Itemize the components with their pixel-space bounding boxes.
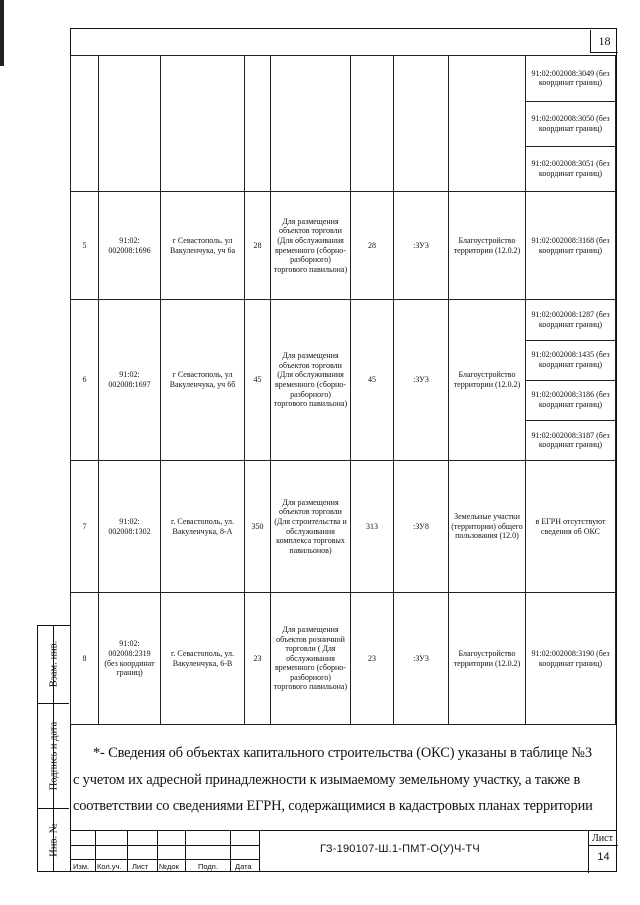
related-oks-entry: 91:02:002008:3187 (без координат границ) xyxy=(531,430,610,450)
table-row-continuation xyxy=(71,56,616,192)
row-number: 7 xyxy=(71,461,99,593)
address: г. Севастополь, ул. Вакуленчука, 8-А xyxy=(161,461,245,593)
plot-designation: :ЗУ3 xyxy=(394,192,449,300)
related-oks: 91:02:002008:3190 (без координат границ) xyxy=(526,593,616,725)
permitted-use: Для размещения объектов розничной торговли ( Для обслуживания временного (сборно-разборного) торгового павильона) xyxy=(271,593,351,725)
cadastral-number: 91:02: 002008:1696 xyxy=(99,192,161,300)
related-oks: 91:02:002008:3168 (без координат границ) xyxy=(526,192,616,300)
sheet-number: 14 xyxy=(597,851,610,863)
document-code: ГЗ-190107-Ш.1-ПМТ-О(У)Ч-ТЧ xyxy=(320,843,480,855)
related-oks: в ЕГРН отсутствуют сведения об ОКС xyxy=(526,461,616,593)
table-row xyxy=(71,461,616,593)
sheet-box xyxy=(588,831,618,873)
use-type: Благоустройство территории (12.0.2) xyxy=(449,192,526,300)
col-list: Лист xyxy=(132,862,149,871)
plot-designation: :ЗУ3 xyxy=(394,300,449,461)
cadastral-number: 91:02: 002008:2319 (без координат границ) xyxy=(99,593,161,725)
table-row xyxy=(71,192,616,300)
sheet-label: Лист xyxy=(592,833,613,844)
related-oks-entry: 91:02:002008:3051 (без координат границ) xyxy=(531,159,610,178)
label-signature-date: Подпись и дата xyxy=(48,721,60,791)
footnote-line: с учетом их адресной принадлежности к изымаемому земельному участку, а также в xyxy=(73,772,581,788)
related-oks-cell xyxy=(526,56,616,192)
plot-designation: :ЗУ8 xyxy=(394,461,449,593)
area-withdrawn: 28 xyxy=(351,192,394,300)
related-oks-entry: 91:02:002008:1435 (без координат границ) xyxy=(526,340,615,380)
permitted-use: Для размещения объектов торговли (Для обслуживания временного (сборно-разборного) торгового павильона) xyxy=(271,300,351,461)
row-number: 5 xyxy=(71,192,99,300)
row-number: 8 xyxy=(71,593,99,725)
title-block xyxy=(70,830,617,872)
permitted-use: Для размещения объектов торговли (Для строительства и обслуживания комплекса торговых павильонов) xyxy=(271,461,351,593)
use-type: Благоустройство территории (12.0.2) xyxy=(449,300,526,461)
col-ndok: №док xyxy=(159,862,179,871)
area-withdrawn: 313 xyxy=(351,461,394,593)
footnote-line: *- Сведения об объектах капитального строительства (ОКС) указаны в таблице №3 xyxy=(93,745,592,761)
col-data: Дата xyxy=(235,862,252,871)
use-type: Земельные участки (территории) общего пользования (12.0) xyxy=(449,461,526,593)
use-type: Благоустройство территории (12.0.2) xyxy=(449,593,526,725)
approval-side-strip xyxy=(37,625,70,872)
permitted-use: Для размещения объектов торговли (Для обслуживания временного (сборно-разборного) торгового павильона) xyxy=(271,192,351,300)
label-inv-number: Инв. № xyxy=(48,823,60,857)
area-total: 23 xyxy=(245,593,271,725)
area-total: 350 xyxy=(245,461,271,593)
related-oks-entry: 91:02:002008:3050 (без координат границ) xyxy=(526,101,615,146)
plot-designation: :ЗУ3 xyxy=(394,593,449,725)
related-oks-entry: 91:02:002008:1287 (без координат границ) xyxy=(526,300,615,340)
related-oks-cell xyxy=(526,300,616,461)
col-podp: Подп. xyxy=(198,862,218,871)
footnote-line: соответствии со сведениями ЕГРН, содержащимися в кадастровых планах территории xyxy=(73,798,593,814)
area-withdrawn: 23 xyxy=(351,593,394,725)
register-table xyxy=(70,55,616,725)
cadastral-number: 91:02: 002008:1697 xyxy=(99,300,161,461)
address: г Севастополь, ул Вакуленчука, уч 6б xyxy=(161,300,245,461)
label-vzam-inv: Взам. инв. xyxy=(48,640,60,688)
col-izm: Изм. xyxy=(73,862,90,871)
address: г Севастополь. ул Вакуленчука, уч 6а xyxy=(161,192,245,300)
address: г. Севастополь, ул. Вакуленчука, 6-В xyxy=(161,593,245,725)
related-oks-entry: 91:02:002008:3186 (без координат границ) xyxy=(526,380,615,420)
area-total: 28 xyxy=(245,192,271,300)
col-kol-uch: Кол.уч. xyxy=(97,862,122,871)
area-total: 45 xyxy=(245,300,271,461)
scan-edge-mark xyxy=(0,0,4,66)
row-number: 6 xyxy=(71,300,99,461)
cadastral-number: 91:02: 002008:1302 xyxy=(99,461,161,593)
page-number: 18 xyxy=(590,30,618,53)
related-oks-entry: 91:02:002008:3049 (без координат границ) xyxy=(526,56,615,101)
area-withdrawn: 45 xyxy=(351,300,394,461)
table-row xyxy=(71,593,616,725)
table-row xyxy=(71,300,616,461)
